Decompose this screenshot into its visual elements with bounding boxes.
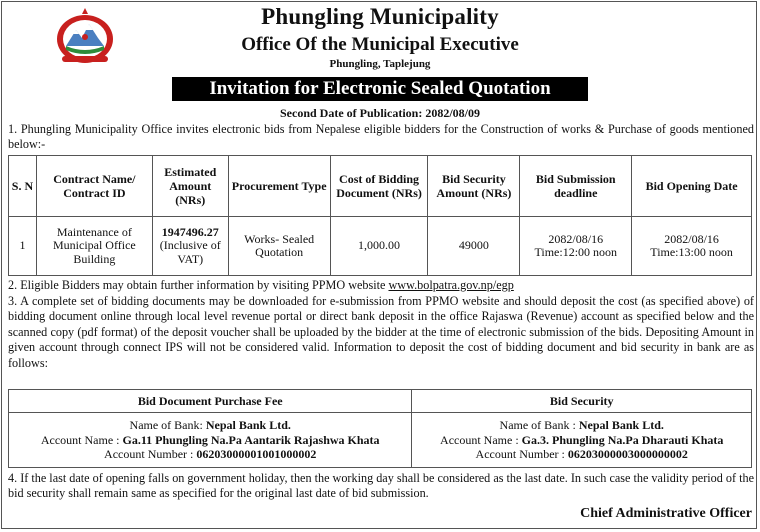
bank-details-row: [9, 413, 752, 468]
publication-date: Second Date of Publication: 2082/08/09: [280, 106, 480, 120]
contract-table: [8, 155, 752, 276]
header-procurement-type: Procurement Type: [228, 156, 330, 217]
security-bank-name: Nepal Bank Ltd.: [578, 418, 664, 433]
cell-submission-deadline: [520, 217, 632, 276]
fee-account-details: [9, 413, 412, 468]
cell-estimated-amount: [152, 217, 228, 276]
cell-sn: 1: [9, 217, 37, 276]
fee-account-number-label: Account Number :: [104, 447, 197, 462]
amount-note: (Inclusive of VAT): [159, 238, 221, 266]
header-contract-name: Contract Name/ Contract ID: [36, 156, 152, 217]
notice-banner: Invitation for Electronic Sealed Quotation: [172, 77, 588, 101]
header-estimated-amount: Estimated Amount (NRs): [152, 156, 228, 217]
table-header-row: [9, 156, 752, 217]
cell-opening-date: [632, 217, 752, 276]
fee-account-number: 06203000001001000002: [196, 447, 317, 462]
fee-account-name: Ga.11 Phungling Na.Pa Aantarik Rajashwa Khata: [122, 432, 380, 447]
cell-document-cost: 1,000.00: [330, 217, 428, 276]
security-header: Bid Security: [412, 390, 752, 413]
opening-date: 2082/08/16: [664, 231, 719, 246]
cell-bid-security: 49000: [428, 217, 520, 276]
opening-time: Time:13:00 noon: [650, 245, 733, 259]
signature-title: Chief Administrative Officer: [580, 506, 752, 521]
paragraph-3: 3. A complete set of bidding documents may be downloaded for e-submission from PPMO website and should deposit the cost (as specified above) of bidding document online through local level revenue portal or direct bank deposit in the office Rajaswa (Revenue) account as specified below and the scanned copy (pdf format) of the deposit voucher shall be uploaded by the bidder at the time of electronic submission of the bids. Depositing Amount in given account through connect IPS will not be considered valid. Information to deposit the cost of bidding document and bid security in bank are as follows:: [8, 294, 754, 370]
paragraph-4: 4. If the last date of opening falls on government holiday, then the working day shall be considered as the last date. In such case the validity period of the bid security shall remain same as specified for the original last date of bid submission.: [8, 471, 754, 501]
paragraph-1: 1. Phungling Municipality Office invites electronic bids from Nepalese eligible bidders for the Construction of works & Purchase of goods mentioned below:-: [8, 122, 754, 152]
fee-account-name-label: Account Name :: [40, 432, 123, 447]
header-bid-security: Bid Security Amount (NRs): [428, 156, 520, 217]
table-row: [9, 217, 752, 276]
header-cost-of-document: Cost of Bidding Document (NRs): [330, 156, 428, 217]
security-account-name: Ga.3. Phungling Na.Pa Dharauti Khata: [521, 432, 724, 447]
address: Phungling, Taplejung: [329, 58, 431, 70]
header-sn: S. N: [9, 156, 37, 217]
security-account-number: 06203000003000000002: [567, 447, 688, 462]
paragraph-2-text: 2. Eligible Bidders may obtain further information by visiting PPMO website: [8, 278, 389, 292]
deadline-date: 2082/08/16: [548, 231, 604, 246]
fee-bank-label: Name of Bank:: [129, 418, 206, 433]
header-submission-deadline: Bid Submission deadline: [520, 156, 632, 217]
cell-contract-name: Maintenance of Municipal Office Building: [36, 217, 152, 276]
fee-bank-name: Nepal Bank Ltd.: [205, 418, 291, 433]
municipality-title: Phungling Municipality: [261, 4, 499, 29]
amount-value: 1947496.27: [161, 224, 219, 239]
ppmo-website-link[interactable]: www.bolpatra.gov.np/egp: [388, 278, 514, 292]
security-bank-label: Name of Bank :: [499, 418, 579, 433]
fee-header: Bid Document Purchase Fee: [9, 390, 412, 413]
security-account-number-label: Account Number :: [475, 447, 568, 462]
deadline-time: Time:12:00 noon: [534, 245, 618, 259]
paragraph-2: [8, 278, 754, 293]
cell-procurement-type: Works- Sealed Quotation: [228, 217, 330, 276]
office-title: Office Of the Municipal Executive: [241, 34, 519, 55]
security-account-name-label: Account Name :: [440, 432, 522, 447]
security-account-details: [412, 413, 752, 468]
header-opening-date: Bid Opening Date: [632, 156, 752, 217]
bank-details-table: [8, 389, 752, 468]
bank-header-row: [9, 390, 752, 413]
